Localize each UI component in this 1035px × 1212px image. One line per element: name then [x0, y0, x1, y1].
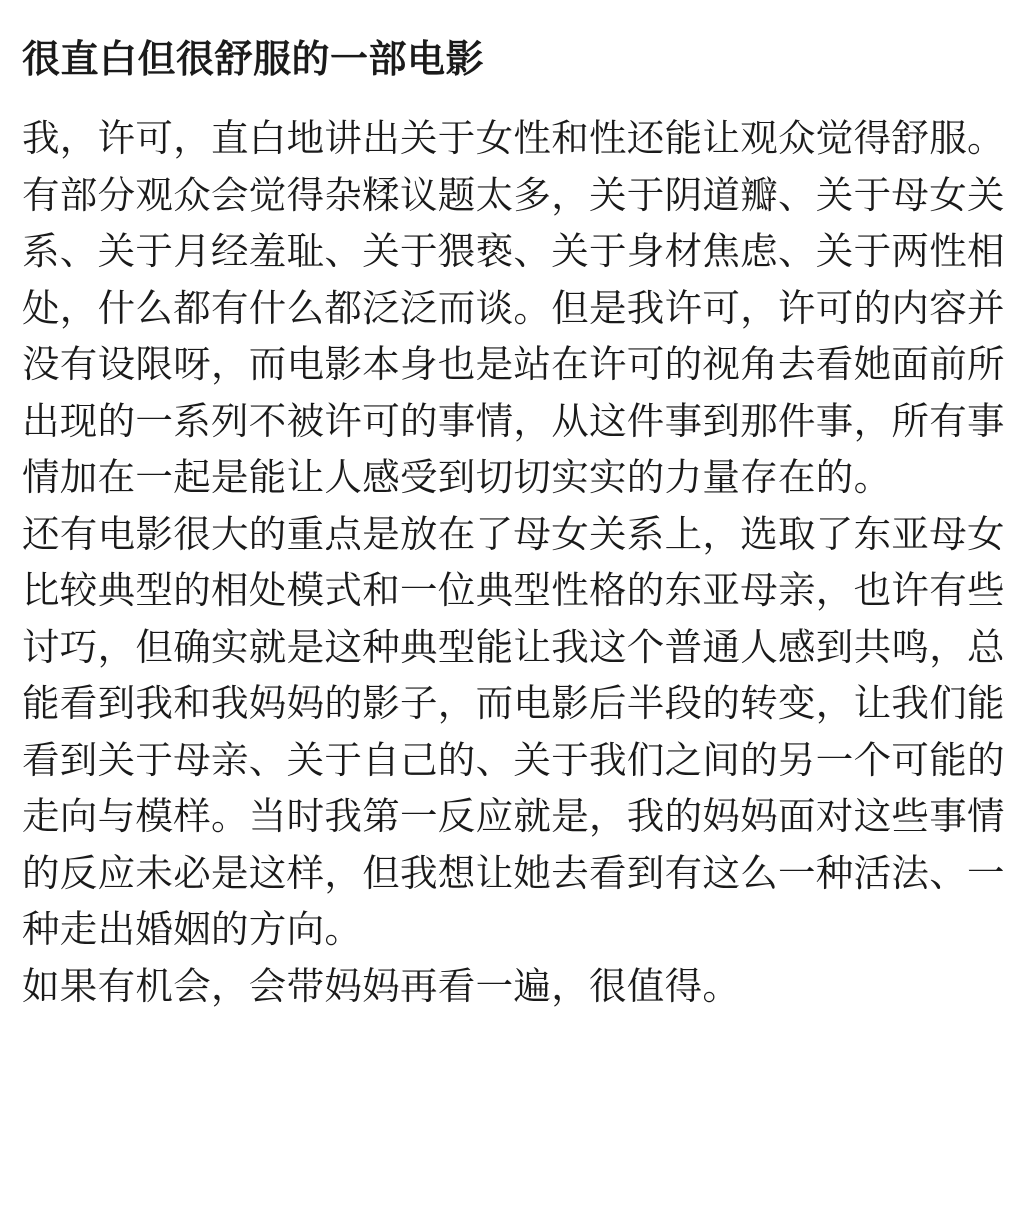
post-title: 很直白但很舒服的一部电影	[22, 37, 485, 81]
post-body	[22, 110, 1011, 1014]
post-paragraph-1: 我，许可，直白地讲出关于女性和性还能让观众觉得舒服。有部分观众会觉得杂糅议题太多，关于阴道瓣、关于母女关系、关于月经羞耻、关于猥亵、关于身材焦虑、关于两性相处，什么都有什么都泛泛而谈。但是我许可，许可的内容并没有设限呀，而电影本身也是站在许可的视角去看她面前所出现的一系列不被许可的事情，从这件事到那件事，所有事情加在一起是能让人感受到切切实实的力量存在的。	[22, 116, 1005, 499]
post-paragraph-3: 如果有机会，会带妈妈再看一遍，很值得。	[22, 963, 741, 1008]
post-paragraph-2: 还有电影很大的重点是放在了母女关系上，选取了东亚母女比较典型的相处模式和一位典型性格的东亚母亲，也许有些讨巧，但确实就是这种典型能让我这个普通人感到共鸣，总能看到我和我妈妈的影子，而电影后半段的转变，让我们能看到关于母亲、关于自己的、关于我们之间的另一个可能的走向与模样。当时我第一反应就是，我的妈妈面对这些事情的反应未必是这样，但我想让她去看到有这么一种活法、一种走出婚姻的方向。	[22, 511, 1005, 951]
